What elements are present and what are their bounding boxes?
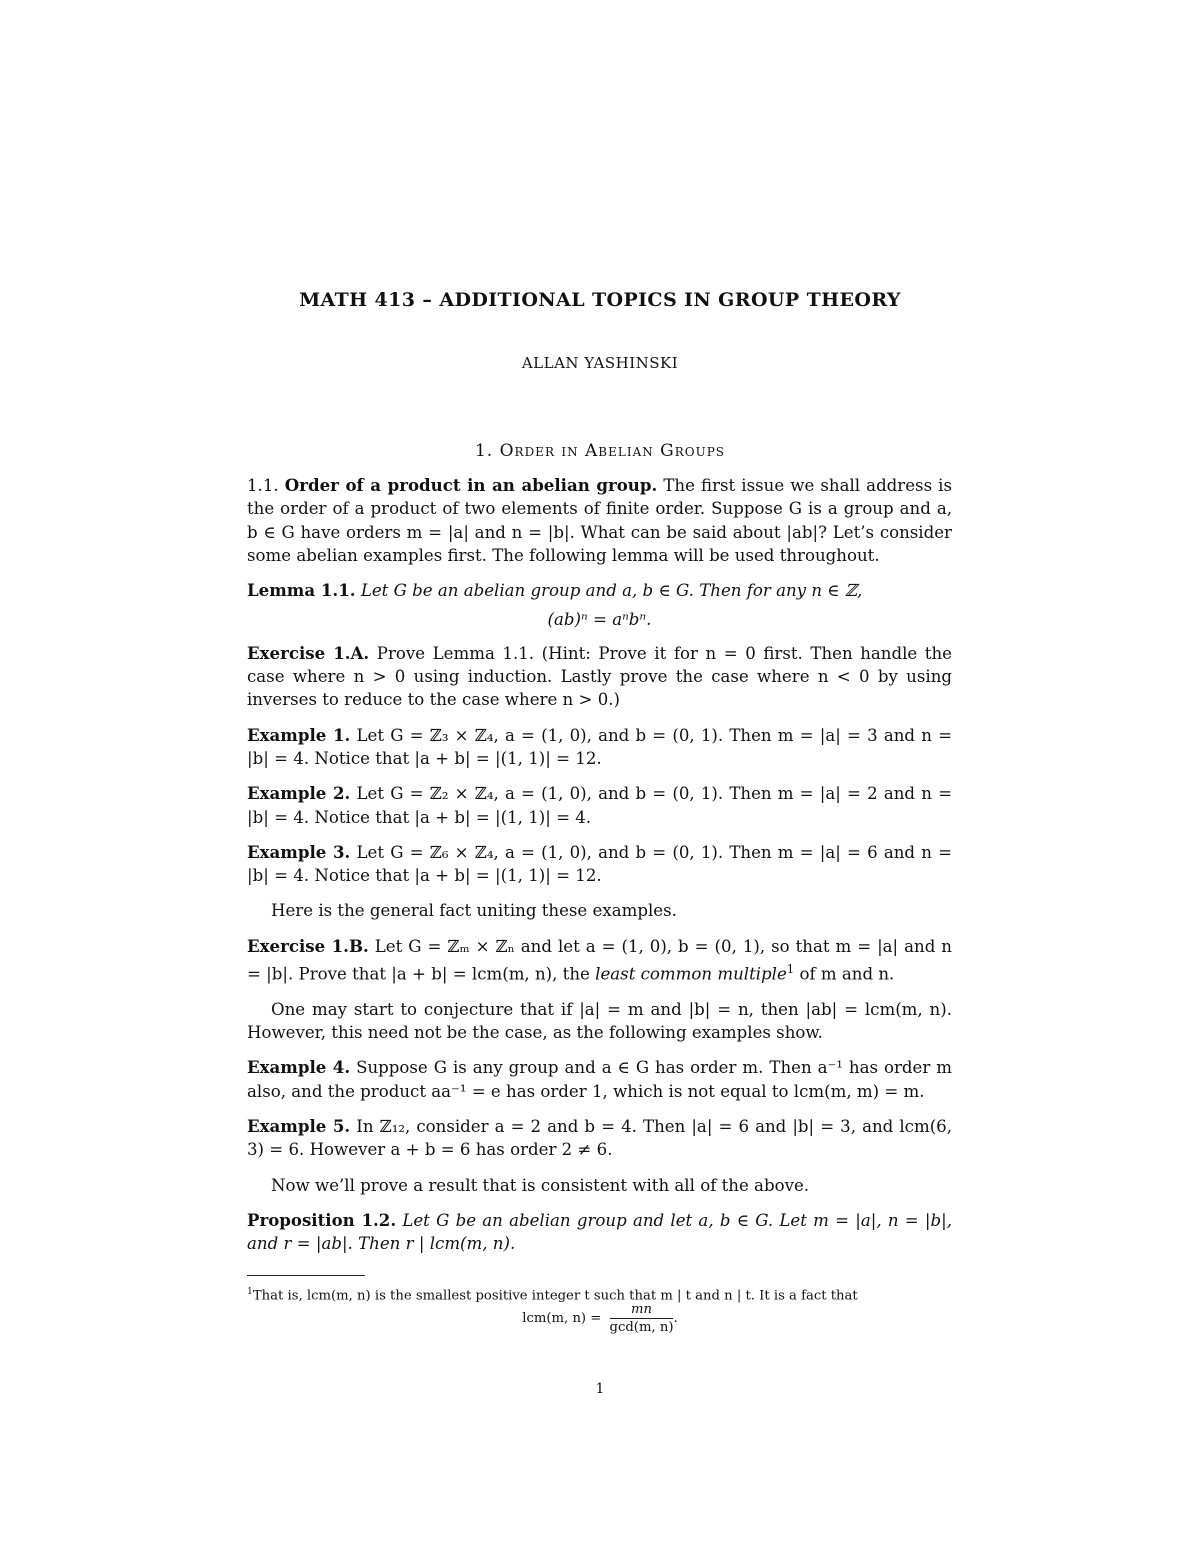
footnote-display-equation (0, 1302, 1200, 1335)
subsection-text: The first issue we shall address is the order of a product of two elements of finite order. Suppose G is a group and a, b ∈ G have orders m = |a| and n = |b|. What can be said about |ab|? Let’s consider some abelian examples first. The following lemma will be used throughout. (247, 476, 953, 565)
lemma-label: Lemma 1.1. (247, 580, 356, 601)
example-1-label: Example 1. (247, 724, 351, 745)
author-name: ALLAN YASHINSKI (521, 354, 679, 372)
exercise-b-text: Let G = ℤₘ × ℤₙ and let a = (1, 0), b = (0, 1), so that m = |a| and n = |b|. Prove that |a + b| = lcm(m, n), the (247, 936, 952, 984)
example-4-text: Suppose G is any group and a ∈ G has order m. Then a⁻¹ has order m also, and the product aa⁻¹ = e has order 1, which is not equal to lcm(m, m) = m. (247, 1058, 952, 1101)
footnote-text: That is, lcm(m, n) is the smallest positive integer t such that m | t and n | t. It is a fact that (252, 1288, 858, 1304)
fraction-numerator: mn (610, 1302, 674, 1319)
example-3-label: Example 3. (247, 841, 351, 862)
section-number: 1. (474, 441, 494, 461)
document-title: MATH 413 – ADDITIONAL TOPICS IN GROUP THEORY (299, 289, 901, 311)
subsection-title: Order of a product in an abelian group. (284, 475, 658, 495)
document-body (247, 474, 952, 1268)
example-1-text: Let G = ℤ₃ × ℤ₄, a = (1, 0), and b = (0, 1). Then m = |a| = 3 and n = |b| = 4. Notice that |a + b| = |(1, 1)| = 12. (247, 725, 952, 768)
example-2-label: Example 2. (247, 783, 351, 804)
conjecture-paragraph: One may start to conjecture that if |a| = m and |b| = n, then |ab| = lcm(m, n). However, this need not be the case, as the following examples show. (247, 999, 952, 1043)
example-2 (247, 782, 952, 829)
example-5-text: In ℤ₁₂, consider a = 2 and b = 4. Then |a| = 6 and |b| = 3, and lcm(6, 3) = 6. However a + b = 6 has order 2 ≠ 6. (247, 1117, 953, 1160)
proposition-text: Let G be an abelian group and let a, b ∈ G. Let m = |a|, n = |b|, and r = |ab|. Then r | lcm(m, n). (247, 1210, 952, 1254)
fraction-denominator: gcd(m, n) (609, 1320, 674, 1335)
page-number: 1 (595, 1381, 605, 1397)
example-5 (247, 1115, 952, 1162)
example-3-text: Let G = ℤ₆ × ℤ₄, a = (1, 0), and b = (0, 1). Then m = |a| = 6 and n = |b| = 4. Notice that |a + b| = |(1, 1)| = 12. (247, 842, 952, 886)
lemma-text: Let G be an abelian group and a, b ∈ G. Then for any n ∈ ℤ, (360, 581, 863, 601)
example-5-label: Example 5. (247, 1116, 351, 1137)
consistent-paragraph: Now we’ll prove a result that is consistent with all of the above. (271, 1175, 810, 1195)
exercise-b-text-end: of m and n. (799, 964, 895, 984)
exercise-1-a (247, 642, 952, 712)
exercise-a-text: Prove Lemma 1.1. (Hint: Prove it for n = 0 first. Then handle the case where n > 0 using induction. Lastly prove the case where n < 0 by using inverses to reduce to the case where n > 0.) (247, 643, 952, 710)
example-2-text: Let G = ℤ₂ × ℤ₄, a = (1, 0), and b = (0, 1). Then m = |a| = 2 and n = |b| = 4. Notice that |a + b| = |(1, 1)| = 4. (247, 784, 952, 827)
general-fact-paragraph: Here is the general fact uniting these examples. (271, 901, 677, 921)
footnote-eq-lhs: lcm(m, n) = (522, 1311, 602, 1326)
footnote-mark: 1 (786, 962, 795, 977)
section-heading (0, 441, 1200, 461)
lemma-display-equation: (ab)ⁿ = aⁿbⁿ. (547, 610, 652, 630)
example-4 (247, 1056, 952, 1103)
proposition-label: Proposition 1.2. (247, 1209, 397, 1230)
footnote-rule (247, 1275, 365, 1276)
subsection-paragraph (247, 474, 952, 567)
footnote-eq-end: . (673, 1311, 678, 1326)
proposition-1-2 (247, 1209, 952, 1256)
exercise-b-emphasis: least common multiple (595, 964, 787, 984)
subsection-number: 1.1. (247, 476, 279, 495)
example-1 (247, 724, 952, 771)
exercise-b-label: Exercise 1.B. (247, 935, 369, 956)
footnote-fraction (610, 1302, 674, 1335)
example-3 (247, 841, 952, 888)
exercise-a-label: Exercise 1.A. (247, 642, 370, 663)
exercise-1-b (247, 935, 952, 986)
example-4-label: Example 4. (247, 1057, 351, 1078)
footnote-number: 1 (247, 1286, 253, 1297)
section-title: Order in Abelian Groups (499, 441, 726, 461)
lemma-1-1 (247, 579, 952, 602)
